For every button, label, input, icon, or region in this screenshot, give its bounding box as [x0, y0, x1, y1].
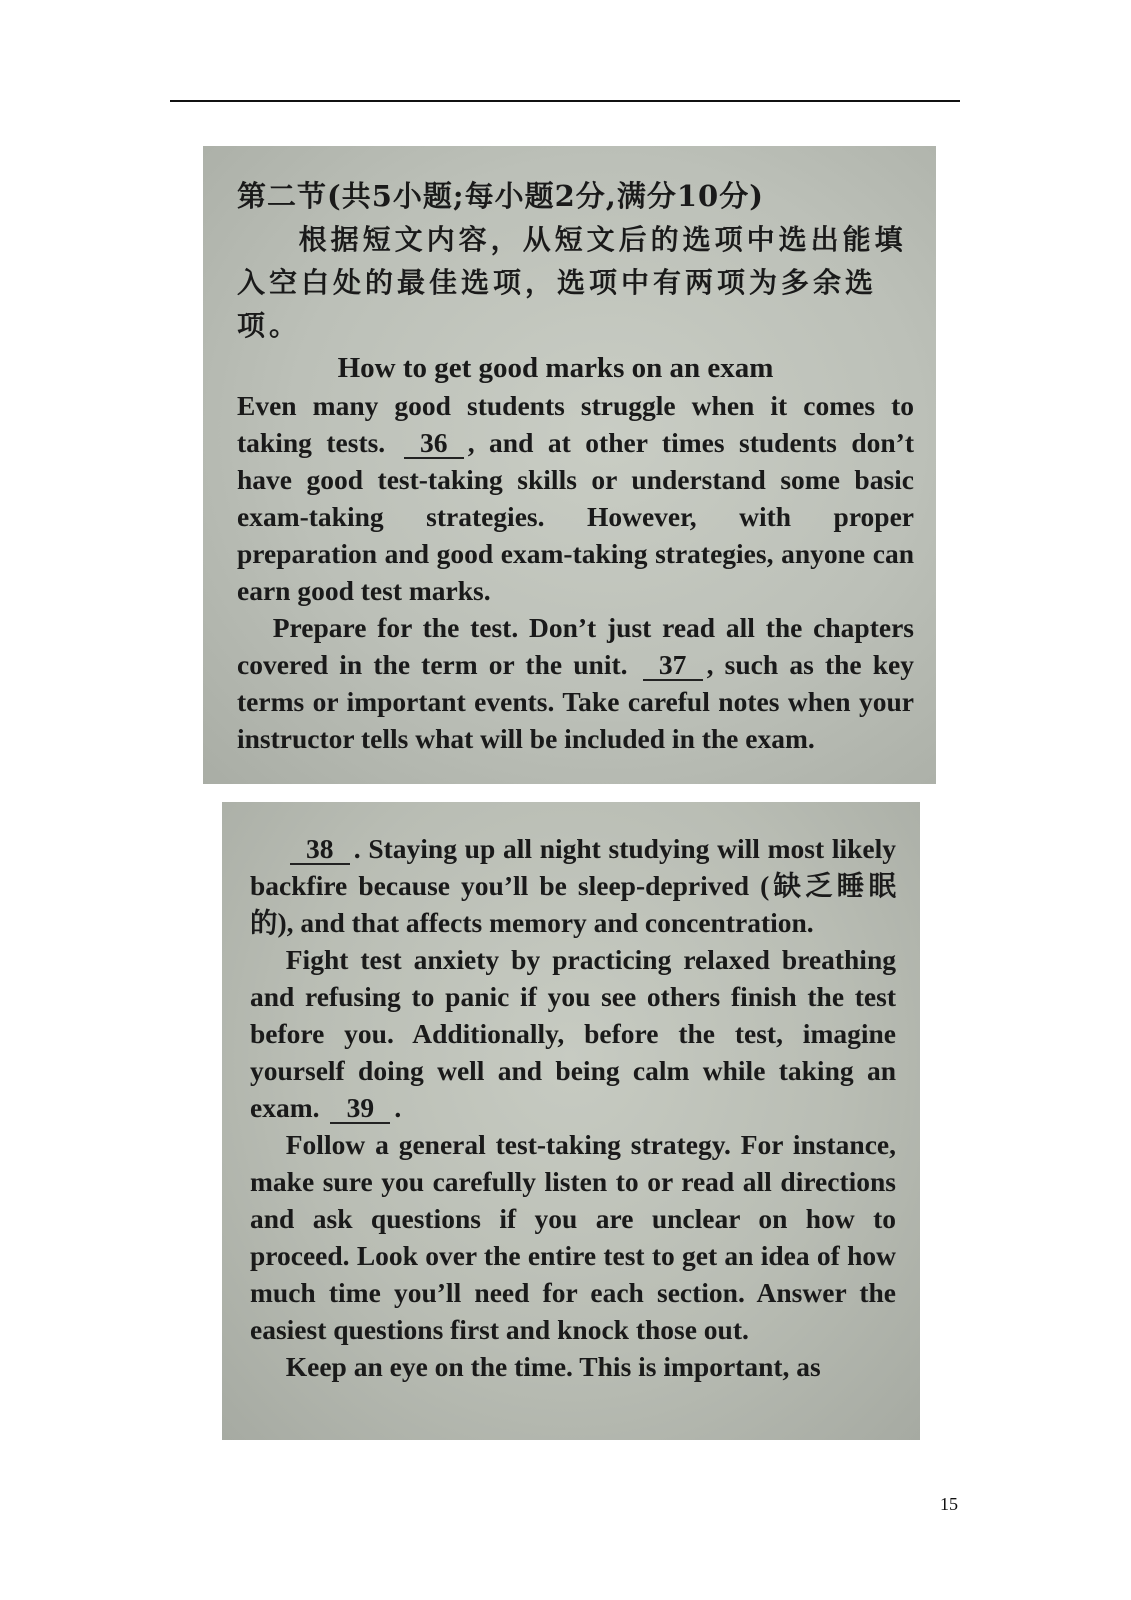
blank-38: 38: [290, 835, 350, 865]
photo-upper-excerpt: [203, 146, 936, 784]
blank-39: 39: [330, 1094, 390, 1124]
paragraph-text: Even many good students struggle when it comes to taking tests.: [237, 390, 914, 458]
blank-36: 36: [404, 429, 464, 459]
paragraph-prepare: [237, 609, 914, 757]
paragraph-intro: [237, 387, 914, 609]
paragraph-text: .: [394, 1092, 402, 1123]
paragraph-text: Prepare for the test. Don’t just read all the chapters covered in the term or the unit.: [237, 612, 914, 680]
paragraph-time: Keep an eye on the time. This is important, as: [285, 1351, 821, 1382]
paragraph-text: . Staying up all night studying will most likely backfire because you’ll be sleep-deprived (缺乏睡眠的), and that affects memory and concentration.: [250, 833, 896, 938]
paragraph-text: , and at other times students don’t have good test-taking skills or understand some basic exam-taking strategies. However, with proper preparation and good exam-taking strategies, anyone can earn good test marks.: [237, 427, 914, 606]
blank-37: 37: [643, 651, 703, 681]
article-title: How to get good marks on an exam: [337, 352, 774, 384]
paragraph-anxiety: [250, 941, 896, 1126]
page-number: 15: [940, 1494, 958, 1514]
paragraph-text: Fight test anxiety by practicing relaxed breathing and refusing to panic if you see others finish the test before you. Additionally, before the test, imagine yourself doing well and being calm while taking an exam.: [250, 944, 896, 1123]
instructions-text: 根据短文内容，从短文后的选项中选出能填入空白处的最佳选项，选项中有两项为多余选项。: [237, 223, 907, 342]
paragraph-text: , such as the key terms or important events. Take careful notes when your instructor tells what will be included in the exam.: [237, 649, 915, 754]
header-rule: [170, 100, 960, 102]
photo-lower-excerpt: [222, 802, 920, 1440]
paragraph-sleep: [250, 830, 896, 941]
section-header: 第二节(共5小题;每小题2分,满分10分): [237, 179, 764, 213]
paragraph-strategy: Follow a general test-taking strategy. For instance, make sure you carefully listen to or read all directions and ask questions if you are unclear on how to proceed. Look over the entire test to get an idea of how much time you’ll need for each section. Answer the easiest questions first and knock those out.: [250, 1129, 896, 1345]
